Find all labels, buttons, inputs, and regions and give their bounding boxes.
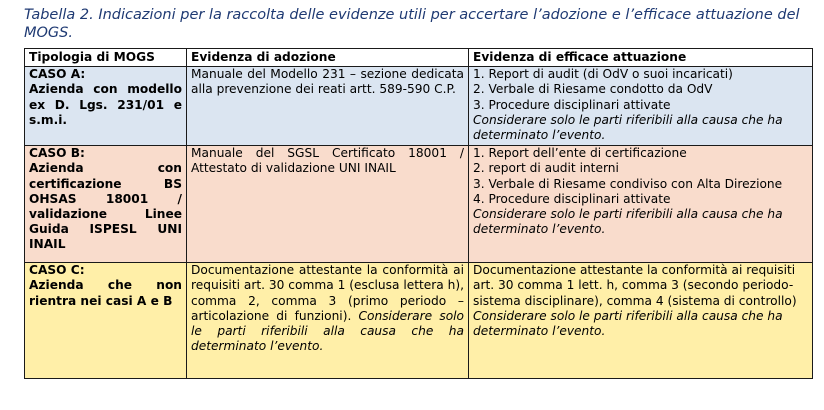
adozione-note: Considerare solo le parti riferibili alla causa che ha determinato l’evento. [191, 308, 464, 354]
table-row-caso-c [25, 263, 813, 379]
case-cell [25, 146, 187, 263]
adozione-cell: Manuale del Modello 231 – sezione dedicata alla prevenzione dei reati artt. 589-590 C.P. [187, 67, 469, 146]
attuazione-item: 2. report di audit interni [473, 161, 619, 176]
case-code: CASO B: [29, 146, 85, 161]
table-caption: Tabella 2. Indicazioni per la raccolta delle evidenze utili per accertare l’adozione e l’efficace attuazione del MOGS. [24, 7, 800, 41]
attuazione-cell [469, 263, 813, 379]
attuazione-item: 1. Report di audit (di OdV o suoi incaricati) [473, 67, 733, 82]
attuazione-item: 3. Verbale di Riesame condiviso con Alta Direzione [473, 176, 783, 191]
attuazione-note: Considerare solo le parti riferibili alla causa che ha determinato l’evento. [473, 112, 783, 143]
case-description: Azienda che non rientra nei casi A e B [29, 278, 182, 308]
case-code: CASO A: [29, 67, 86, 82]
adozione-text: Documentazione attestante la conformità ai requisiti art. 30 comma 1 (esclusa lettera h), comma 2, comma 3 (primo periodo – articolazione di funzioni). [191, 263, 464, 323]
adozione-cell [187, 263, 469, 379]
table-row-caso-a [25, 67, 813, 146]
case-description: Azienda con modello ex D. Lgs. 231/01 e s.m.i. [29, 82, 182, 127]
attuazione-cell [469, 146, 813, 263]
case-description: Azienda con certificazione BS OHSAS 18001 / validazione Linee Guida ISPESL UNI INAIL [29, 161, 182, 252]
attuazione-cell [469, 67, 813, 146]
mogs-evidence-table [24, 48, 813, 379]
adozione-cell: Manuale del SGSL Certificato 18001 / Attestato di validazione UNI INAIL [187, 146, 469, 263]
case-cell [25, 263, 187, 379]
case-code: CASO C: [29, 263, 85, 278]
attuazione-item: Documentazione attestante la conformità ai requisiti art. 30 comma 1 lett. h, comma 3 (secondo periodo-sistema disciplinare), comma 4 (sistema di controllo) [473, 263, 797, 308]
attuazione-item: 1. Report dell’ente di certificazione [473, 146, 687, 161]
attuazione-note: Considerare solo le parti riferibili alla causa che ha determinato l’evento. [473, 207, 783, 237]
table-header-row [25, 49, 813, 67]
attuazione-item: 3. Procedure disciplinari attivate [473, 97, 671, 112]
header-tipologia: Tipologia di MOGS [25, 49, 187, 67]
table-row-caso-b [25, 146, 813, 263]
header-evidenza-adozione: Evidenza di adozione [187, 49, 469, 67]
attuazione-item: 4. Procedure disciplinari attivate [473, 191, 671, 206]
case-cell [25, 67, 187, 146]
attuazione-note: Considerare solo le parti riferibili alla causa che ha determinato l’evento. [473, 308, 783, 339]
header-evidenza-attuazione: Evidenza di efficace attuazione [469, 49, 813, 67]
attuazione-item: 2. Verbale di Riesame condotto da OdV [473, 82, 713, 97]
